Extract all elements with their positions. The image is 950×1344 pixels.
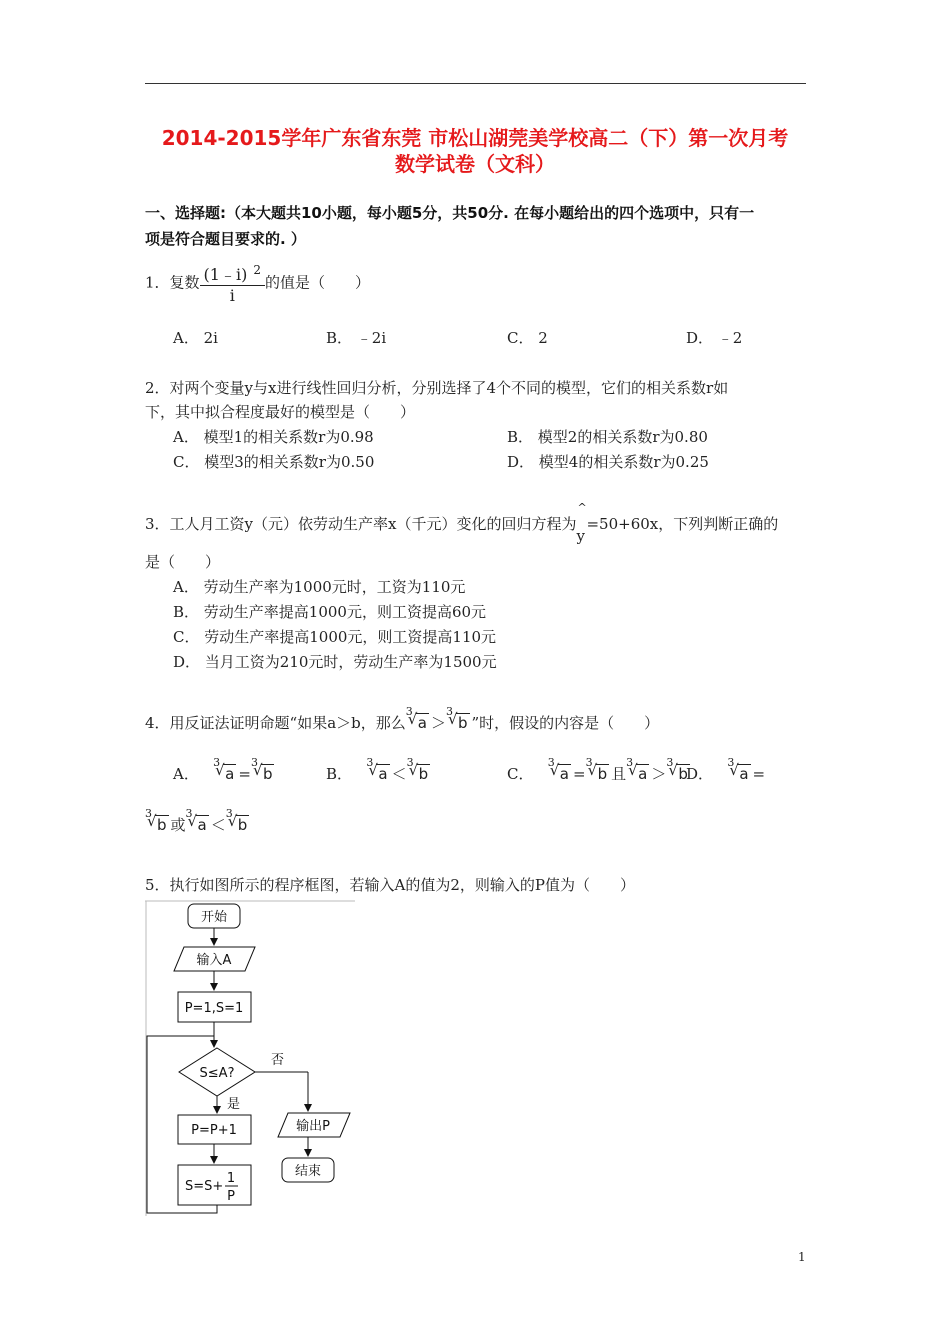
q3-option-c: C． 劳动生产率提高1000元，则工资提高110元 [173, 628, 497, 646]
q3-line1-start: 3．工人月工资y（元）依劳动生产率x（千元）变化的回归方程为 [145, 515, 577, 533]
q4-stem [145, 705, 660, 733]
q3-yhat [576, 501, 587, 545]
cube-root-a: √ 3 a [366, 765, 389, 783]
q1-option-c: C． 2 [507, 329, 548, 347]
q3-line2: 是（ ） [145, 553, 221, 571]
q4-option-c: C． √ 3 a = √ 3 b 且 √ 3 a ＞ √ 3 b [507, 763, 692, 784]
cube-root-a: √ 3 a [406, 714, 429, 732]
q4-option-d-part2: √ 3 b 或 √ 3 a ＜ √ 3 b [145, 814, 251, 835]
header-rule [145, 83, 806, 84]
cube-root-b: √ 3 b [666, 765, 690, 783]
page-number: 1 [798, 1250, 806, 1264]
q1-power: 2 [253, 262, 261, 277]
step2-frac-num: 1 [226, 1171, 236, 1186]
exam-title-line1: 2014-2015学年广东省东莞 市松山湖莞美学校高二（下）第一次月考 [161, 126, 789, 150]
q3-hat: ^ [577, 501, 587, 514]
yes-label: 是 [227, 1097, 241, 1112]
q2-line2: 下，其中拟合程度最好的模型是（ ） [145, 403, 416, 421]
q3-option-d: D． 当月工资为210元时，劳动生产率为1500元 [173, 653, 497, 671]
q3-option-a: A． 劳动生产率为1000元时，工资为110元 [173, 578, 466, 596]
q1-option-d: D． ﹣2 [686, 329, 743, 347]
cube-root-a: √ 3 a [213, 765, 236, 783]
no-label: 否 [271, 1053, 285, 1068]
cube-root-b: √ 3 b [251, 765, 275, 783]
output-label: 输出P [296, 1119, 330, 1134]
step2-label: S=S+ [185, 1179, 224, 1194]
cube-root-a: √ 3 a [727, 765, 750, 783]
section1-line2: 项是符合题目要求的. ） [145, 230, 306, 248]
condition-label: S≤A? [199, 1066, 235, 1081]
cube-root-a: √ 3 a [548, 765, 571, 783]
q2-option-c: C． 模型3的相关系数r为0.50 [173, 453, 375, 471]
q5-text: 5．执行如图所示的程序框图，若输入A的值为2，则输入的P值为（ ） [145, 876, 636, 894]
q3-y: y [576, 527, 585, 545]
cube-root-a: √ 3 a [626, 765, 649, 783]
exam-title-line2: 数学试卷（文科） [395, 152, 555, 176]
start-label: 开始 [200, 910, 228, 925]
q2-line1: 2．对两个变量y与x进行线性回归分析，分别选择了4个不同的模型，它们的相关系数r如 [145, 379, 729, 397]
q4-gt: ＞ [430, 714, 446, 732]
q3-line1 [145, 501, 779, 545]
q4-prefix: 4．用反证法证明命题“如果a＞b，那么 [145, 714, 406, 732]
cube-root-b: √ 3 b [226, 816, 250, 834]
step2-frac-den: P [227, 1189, 235, 1204]
q1-denominator: i [229, 286, 235, 305]
q4-option-d-part1: D． √ 3 a = [686, 763, 765, 784]
q2-option-b: B． 模型2的相关系数r为0.80 [507, 428, 708, 446]
q1-fraction [200, 262, 265, 305]
step1-label: P=P+1 [191, 1123, 237, 1138]
input-label: 输入A [196, 953, 232, 968]
cube-root-b: √ 3 b [407, 765, 431, 783]
q1-option-b: B． ﹣2i [326, 329, 387, 347]
q3-option-b: B． 劳动生产率提高1000元，则工资提高60元 [173, 603, 487, 621]
q1-option-a: A． 2i [173, 329, 218, 347]
cube-root-b: √ 3 b [446, 714, 470, 732]
question-1 [145, 262, 370, 305]
q1-numerator: (1﹣i) [203, 265, 248, 284]
end-label: 结束 [294, 1164, 322, 1179]
q1-suffix: 的值是（ ） [264, 273, 370, 292]
cube-root-a: √ 3 a [186, 816, 209, 834]
q2-option-d: D． 模型4的相关系数r为0.25 [507, 453, 709, 471]
section1-line1: 一、选择题:（本大题共10小题，每小题5分，共50分. 在每小题给出的四个选项中，只有一 [145, 204, 755, 222]
cube-root-b: √ 3 b [586, 765, 610, 783]
flowchart [145, 900, 355, 1216]
q4-option-b: B． √ 3 a ＜ √ 3 b [326, 763, 432, 784]
q2-option-a: A． 模型1的相关系数r为0.98 [173, 428, 374, 446]
q3-line1-end: =50+60x，下列判断正确的 [586, 515, 779, 533]
q1-prefix: 1．复数 [145, 273, 200, 292]
init-label: P=1,S=1 [184, 1001, 244, 1016]
q4-suffix: ”时，假设的内容是（ ） [471, 714, 660, 732]
cube-root-b: √ 3 b [145, 816, 169, 834]
q4-option-a: A． √ 3 a = √ 3 b [173, 763, 276, 784]
